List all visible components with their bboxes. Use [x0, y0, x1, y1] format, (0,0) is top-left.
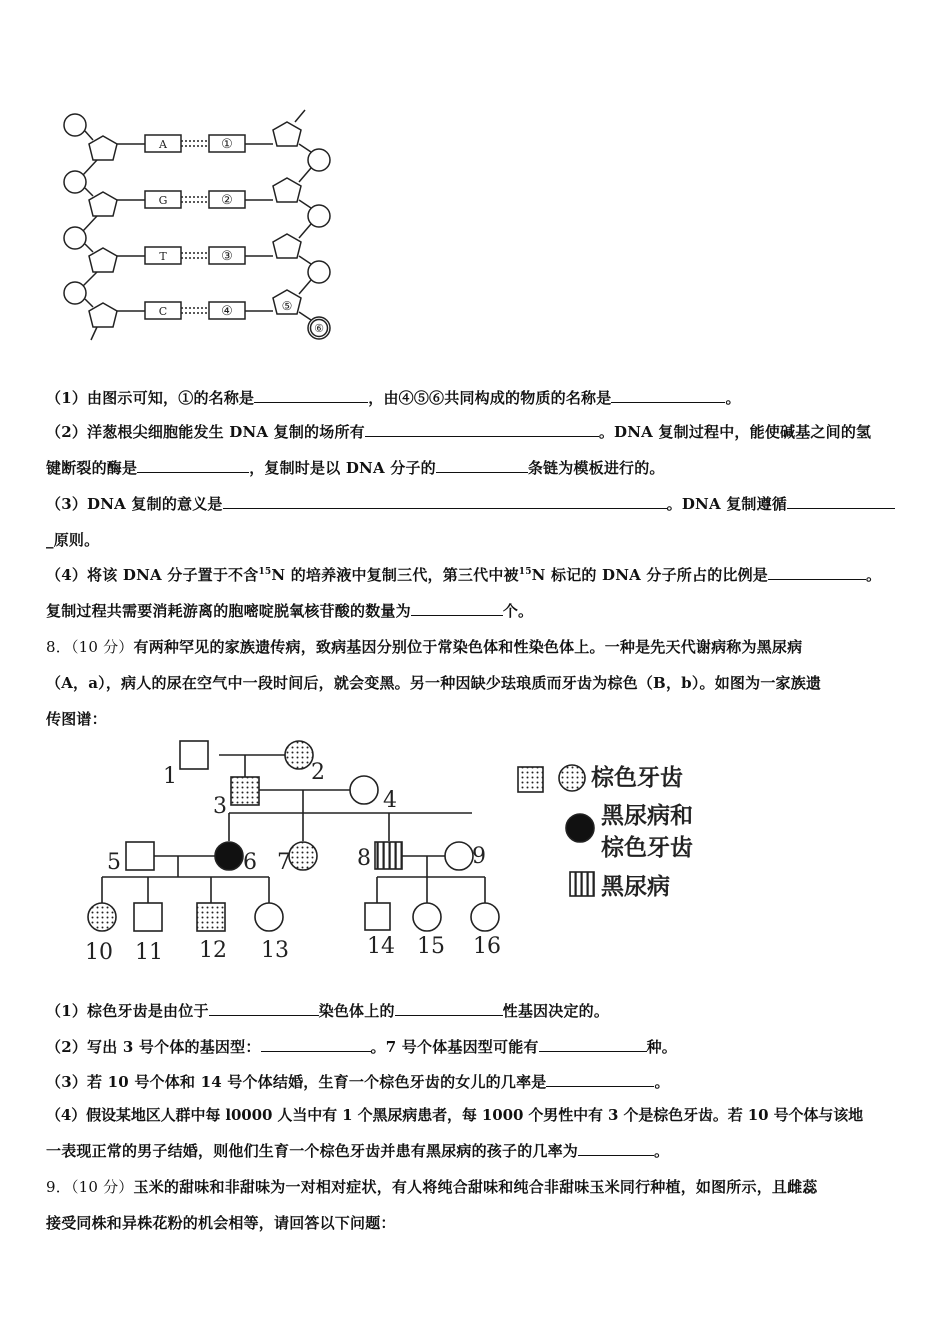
individual-label: 6 [243, 850, 257, 875]
answer-blank[interactable] [395, 1001, 503, 1016]
q7-part4: （4）将该 DNA 分子置于不含$^{15}$N 的培养液中复制三代，第三代中被$^{15}$N 标记的 DNA 分子所占的比例是 。 [46, 566, 882, 584]
legend-brown-circle [559, 765, 585, 791]
q9-intro: 9．（10 分）玉米的甜味和非甜味为一对相对症状，有人将纯合甜味和纯合非甜味玉米同行种植，如图所示，且雌蕊 [46, 1178, 818, 1196]
answer-blank[interactable] [411, 601, 503, 616]
q8-intro-cont2: 传图谱： [46, 710, 107, 728]
legend-both-circle [566, 814, 594, 842]
deoxyribose-pentagon [273, 122, 301, 146]
individual-label: 16 [473, 934, 501, 959]
individual-label: 1 [163, 764, 177, 789]
q7-part3-cont: _原则。 [46, 531, 100, 549]
base-label: G [158, 194, 168, 207]
individual-15-female [413, 903, 441, 931]
individual-2-female-brown-teeth [285, 741, 313, 769]
legend-brown-teeth-label: 棕色牙齿 [591, 765, 683, 791]
individual-3-male-brown-teeth [231, 777, 259, 805]
q7-part1: （1）由图示可知，①的名称是 ，由④⑤⑥共同构成的物质的名称是 。 [46, 389, 741, 407]
individual-label: 7 [277, 850, 291, 875]
answer-blank[interactable] [611, 388, 725, 403]
individual-label: 15 [417, 934, 445, 959]
legend-both-label-1: 黑尿病和 [601, 803, 693, 829]
answer-blank[interactable] [365, 422, 599, 437]
label-5: ⑤ [281, 299, 293, 313]
q9-intro-cont: 接受同株和异株花粉的机会相等，请回答以下问题： [46, 1214, 396, 1232]
phosphate-circle [64, 114, 86, 136]
individual-label: 5 [107, 850, 121, 875]
answer-blank[interactable] [578, 1141, 654, 1156]
q7-part2: （2）洋葱根尖细胞能发生 DNA 复制的场所有 。DNA 复制过程中，能使碱基之间的氢 [46, 423, 872, 441]
individual-11-male [134, 903, 162, 931]
answer-blank[interactable] [223, 494, 667, 509]
individual-16-female [471, 903, 499, 931]
answer-blank[interactable] [254, 388, 368, 403]
pedigree-chart [75, 735, 715, 970]
individual-9-female [445, 842, 473, 870]
base-label: ② [221, 193, 233, 208]
answer-blank[interactable] [787, 494, 895, 509]
answer-blank[interactable] [436, 458, 528, 473]
phosphate-circle [308, 149, 330, 171]
deoxyribose-pentagon [273, 234, 301, 258]
legend-alk-square [570, 872, 594, 896]
individual-label: 10 [85, 940, 113, 965]
q7-part4-cont: 复制过程共需要消耗游离的胞嘧啶脱氧核苷酸的数量为 个。 [46, 602, 534, 620]
answer-blank[interactable] [209, 1001, 319, 1016]
q7-part3: （3）DNA 复制的意义是 。DNA 复制遵循 [46, 493, 910, 514]
base-label: T [159, 250, 167, 263]
individual-5-male [126, 842, 154, 870]
legend-brown-square [518, 767, 543, 792]
q8-intro-cont: （A，a），病人的尿在空气中一段时间后，就会变黑。另一种因缺少珐琅质而牙齿为棕色（B，b）。如图为一家族遗 [46, 674, 822, 692]
individual-10-female-brown-teeth [88, 903, 116, 931]
q8-intro: 8．（10 分）有两种罕见的家族遗传病，致病基因分别位于常染色体和性染色体上。一种是先天代谢病称为黑尿病 [46, 638, 803, 656]
base-label: C [158, 305, 168, 318]
individual-label: 9 [472, 844, 486, 869]
answer-blank[interactable] [546, 1072, 654, 1087]
individual-label: 14 [367, 934, 395, 959]
q8-part1: （1）棕色牙齿是由位于 染色体上的 性基因决定的。 [46, 1002, 610, 1020]
individual-13-female [255, 903, 283, 931]
legend-alkaptonuria-label: 黑尿病 [601, 874, 670, 900]
label-6: ⑥ [314, 322, 324, 335]
individual-12-male-brown-teeth [197, 903, 225, 931]
individual-1-male [180, 741, 208, 769]
answer-blank[interactable] [137, 458, 249, 473]
base-label: ③ [221, 249, 233, 264]
answer-blank[interactable] [768, 565, 866, 580]
individual-label: 13 [261, 938, 289, 963]
individual-6-female-both [215, 842, 243, 870]
legend-both-label-2: 棕色牙齿 [601, 835, 693, 861]
base-label: ① [221, 137, 233, 152]
individual-label: 12 [199, 938, 227, 963]
individual-7-female-brown-teeth [289, 842, 317, 870]
base-label: ④ [221, 304, 233, 319]
individual-label: 2 [311, 760, 325, 785]
individual-label: 11 [135, 940, 163, 965]
individual-8-male-alkaptonuria [375, 842, 402, 869]
answer-blank[interactable] [261, 1037, 371, 1052]
phosphate-circle [308, 261, 330, 283]
q8-part3: （3）若 10 号个体和 14 号个体结婚，生育一个棕色牙齿的女儿的几率是 。 [46, 1073, 670, 1091]
base-label: A [159, 138, 167, 151]
individual-label: 8 [357, 846, 371, 871]
individual-label: 3 [213, 794, 227, 819]
dna-structure-figure [55, 100, 355, 360]
q8-part2: （2）写出 3 号个体的基因型： 。7 号个体基因型可能有 种。 [46, 1038, 677, 1056]
answer-blank[interactable] [539, 1037, 647, 1052]
phosphate-circle [308, 205, 330, 227]
deoxyribose-pentagon [273, 178, 301, 202]
individual-4-female [350, 776, 378, 804]
q8-part4: （4）假设某地区人群中每 l0000 人当中有 1 个黑尿病患者，每 1000 个男性中有 3 个是棕色牙齿。若 10 号个体与该地 [46, 1106, 864, 1124]
q7-part2-cont: 键断裂的酶是 ，复制时是以 DNA 分子的 条链为模板进行的。 [46, 459, 665, 477]
individual-label: 4 [383, 788, 397, 813]
individual-14-male [365, 903, 390, 930]
q8-part4-cont: 一表现正常的男子结婚，则他们生育一个棕色牙齿并患有黑尿病的孩子的几率为 。 [46, 1142, 670, 1160]
